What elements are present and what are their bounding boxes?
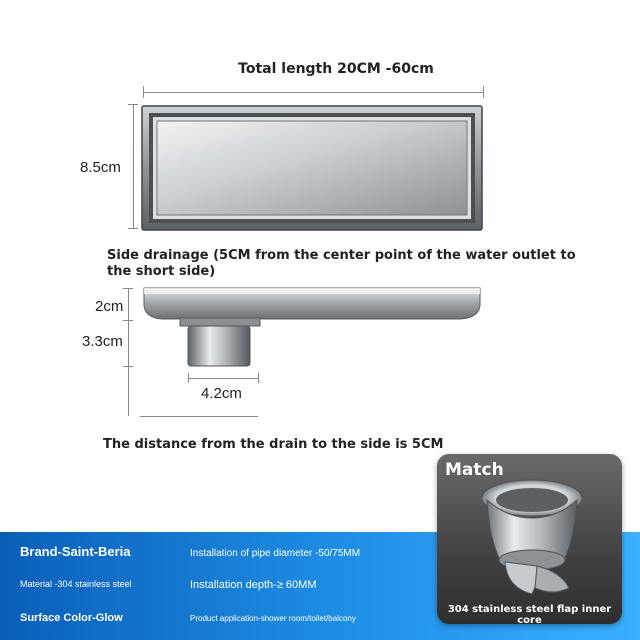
surface-label: Surface Color-Glow (20, 612, 123, 624)
flap-core-image (477, 476, 587, 601)
side-dimension-tick-mid (123, 320, 133, 321)
side-drainage-note-line1: Side drainage (5CM from the center point of the water outlet to (107, 248, 576, 263)
outlet-width-label: 4.2cm (201, 385, 242, 402)
distance-note: The distance from the drain to the side is 5CM (103, 437, 444, 452)
match-title: Match (445, 460, 504, 480)
pipe-diameter-label: Installation of pipe diameter -50/75MM (190, 548, 361, 559)
side-dimension-tick-bottom (123, 366, 133, 367)
match-card (437, 454, 622, 624)
baseline-line (140, 416, 258, 417)
height-dimension-tick-top (128, 104, 138, 105)
depth-label: 2cm (95, 298, 124, 315)
outlet-height-label: 3.3cm (82, 333, 123, 350)
application-label: Product application-shower room/toilet/balcony (190, 614, 356, 623)
outlet-width-tick-left (188, 373, 189, 383)
height-label: 8.5cm (80, 159, 121, 176)
top-dimension-tick-left (143, 86, 144, 98)
side-dimension-tick-top (123, 288, 133, 289)
material-label: Material -304 stainless steel (20, 579, 132, 589)
match-caption: 304 stainless steel flap inner core (447, 604, 612, 624)
drain-side-view (140, 284, 485, 374)
side-dimension-line (128, 288, 129, 416)
side-drainage-note-line2: the short side) (107, 264, 216, 279)
drain-top-view (140, 104, 485, 234)
top-dimension-line (143, 92, 483, 93)
installation-depth-label: Installation depth-≥ 60MM (190, 579, 317, 591)
total-length-label: Total length 20CM -60cm (238, 61, 434, 77)
outlet-width-tick-right (258, 373, 259, 383)
height-dimension-tick-bottom (128, 228, 138, 229)
outlet-width-dimension-line (188, 378, 258, 379)
brand-label: Brand-Saint-Beria (20, 544, 131, 559)
top-dimension-tick-right (483, 86, 484, 98)
height-dimension-line (133, 104, 134, 228)
